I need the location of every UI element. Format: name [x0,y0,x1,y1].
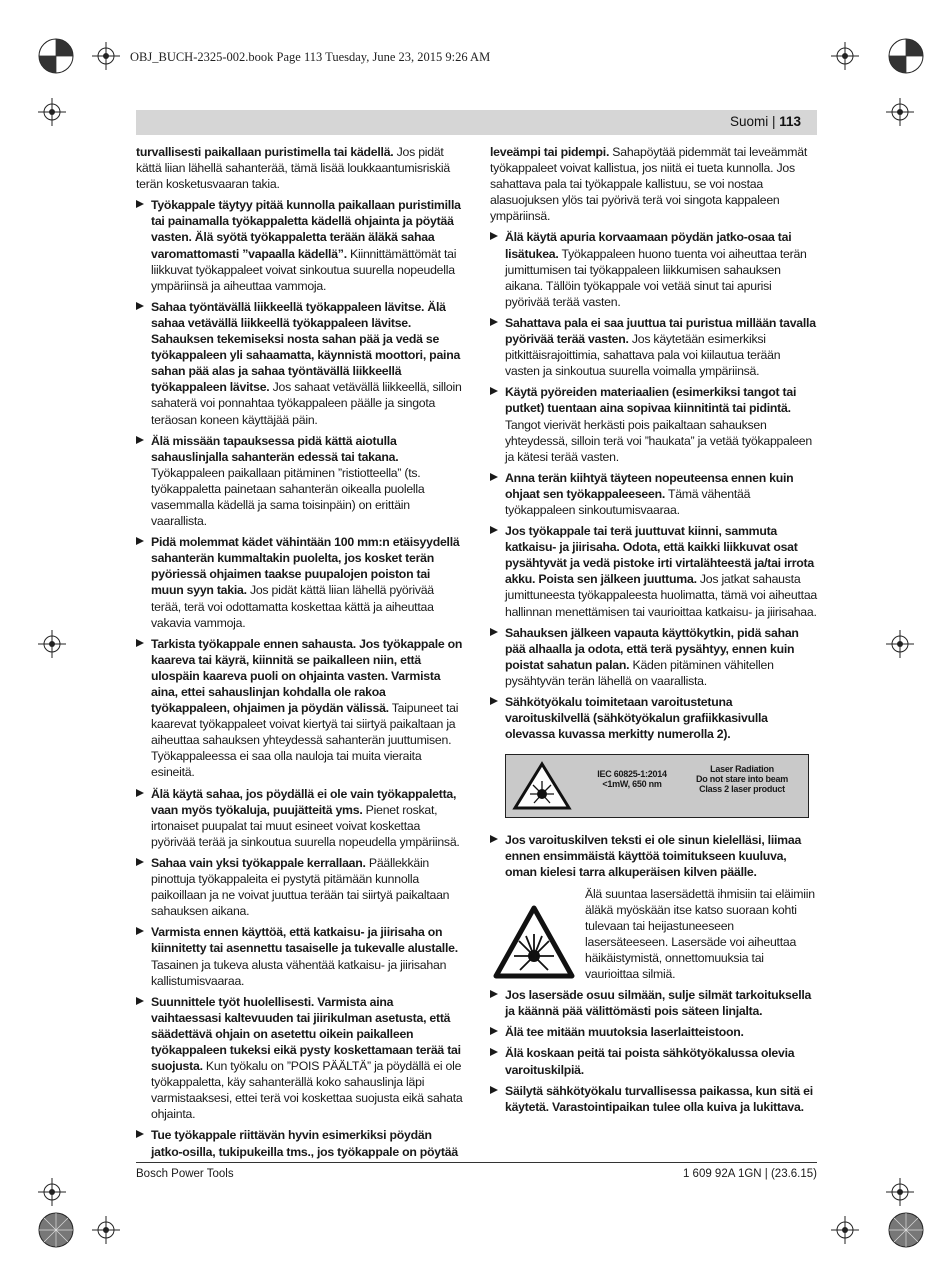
crosshair-mark-icon [38,630,66,658]
instruction-bold: Suunnittele työt huolellisesti. Varmista aina vaihtaessasi kaltevuuden tai jiirikulman asetusta, että säädettävä ohjain on asetettu oikein paikalleen työkappaleen tukeksi eikä pysty koskettamaan terää tai suojusta. [151,994,461,1074]
instruction-item [490,987,817,1019]
instruction-bold: leveämpi tai pidempi. [490,145,610,159]
instruction-bold: Älä käytä apuria korvaamaan pöydän jatko-osaa tai lisätukea. [505,230,792,261]
footer-brand: Bosch Power Tools [136,1168,234,1180]
laser-warning-block [490,886,817,983]
bullet-triangle-icon [136,537,144,545]
instruction-item [136,144,463,192]
do-not-stare-text: Do not stare into beam [695,774,788,785]
crosshair-mark-icon [92,1216,120,1244]
instruction-item [136,197,463,294]
instruction-bold: Jos lasersäde osuu silmään, sulje silmät tarkoituksella ja käännä pää välittömästi pois säteen linjalta. [505,988,812,1019]
instruction-item [490,229,817,309]
instruction-text: Tangot vierivät herkästi pois paikaltaan sahauksen yhteydessä, silloin terä voi ”haukata” ja vetää työkappaleen ja kätesi terää vasten. [505,417,812,464]
instruction-item [490,1083,817,1115]
instruction-item [136,994,463,1123]
bullet-triangle-icon [490,318,498,326]
instruction-text: Käden pitäminen vähitellen pysähtyvän terän lähellä on vaarallista. [505,657,774,688]
instruction-text: Jos jatkat sahausta jumittuneesta työkappaleesta huolimatta, tämä voi aiheuttaa hallinnan menettämisen tai vaurioittaa katkaisu- ja jiirisahaa. [505,572,818,619]
instruction-text: Tämä vähentää työkappaleen sinkoutumisvaaraa. [505,486,751,517]
bullet-triangle-icon [136,927,144,935]
bullet-triangle-icon [136,436,144,444]
instruction-bold: Säilytä sähkötyökalu turvallisessa paikassa, kun sitä ei käytetä. Varastointipaikan tulee olla kuiva ja lukittava. [505,1083,813,1114]
registration-mark-icon [36,36,76,76]
instruction-item [136,924,463,988]
instruction-item [136,855,463,919]
instruction-text: Työkappaleen paikallaan pitäminen ”ristiotteella” (ts. työkappaletta painetaan sahanterän oikealla puolella vasemmalla kädellä ja sama toisinpäin) on erittäin vaarallista. [151,465,425,529]
bullet-triangle-icon [136,200,144,208]
instruction-bold: turvallisesti paikallaan puristimella tai kädellä. [136,145,394,159]
bullet-triangle-icon [490,628,498,636]
bullet-triangle-icon [490,990,498,998]
instruction-bold: Sahattava pala ei saa juuttua tai puristua millään tavalla pyörivää terää vasten. [505,315,816,347]
instruction-item [490,1024,817,1040]
instruction-bold: Käytä pyöreiden materiaalien (esimerkiksi tangot tai putket) tuentaan aina sopivaa kiinnitintä tai pidintä. [505,385,797,416]
instruction-item [136,636,463,781]
instruction-bold: Anna terän kiihtyä täyteen nopeuteensa ennen kuin ohjaat sen työkappaleeseen. [505,470,794,501]
crosshair-mark-icon [38,98,66,126]
instruction-item [136,433,463,530]
instruction-bold: Tarkista työkappale ennen sahausta. Jos työkappale on kaareva tai käyrä, kiinnitä se paikalleen niin, että ulospäin kaareva puoli on ohjainta vasten. Varmista aina, ettei sahauslinjan kohdalla ole rakoa työkappaleen, ohjaimen ja pöydän välissä. [151,636,463,716]
instruction-text: Pienet roskat, irtonaiset puupalat tai muut esineet voivat koskettaa pyörivää terää ja sinkoutua suurella nopeudella ympäriinsä. [151,802,460,849]
bullet-triangle-icon [490,1048,498,1056]
instruction-bold: Älä missään tapauksessa pidä kättä aiotulla sahauslinjalla sahanterän edessä tai takana. [151,433,399,464]
instruction-text: Jos pidät kättä liian lähellä pyörivää terää, terä voi odottamatta koskettaa kättä ja aiheuttaa vakavia vammoja. [151,583,434,630]
crosshair-mark-icon [831,1216,859,1244]
instruction-bold: Jos työkappale tai terä juuttuvat kiinni, sammuta katkaisu- ja jiirisaha. Odota, että kaikki liikkuvat osat pysähtyvät ja vedä pistoke irti virtalähteestä ja/tai irrota akku. Poista sen jälkeen juuttuma. [505,524,814,587]
bullet-triangle-icon [490,835,498,843]
page-number: 113 [779,114,801,129]
instruction-item [490,144,817,224]
instruction-item [490,625,817,689]
instruction-bold: Sähkötyökalu toimitetaan varoitustetuna varoituskilvellä (sähkötyökalun grafiikkasivulla olevassa kuvassa merkitty numerolla 2). [505,695,768,742]
crosshair-mark-icon [831,42,859,70]
instruction-bold: Älä koskaan peitä tai poista sähkötyökalussa olevia varoituskilpiä. [505,1046,795,1077]
instruction-bold: Älä tee mitään muutoksia laserlaitteistoon. [505,1025,744,1040]
laser-warning-icon [492,904,576,980]
instruction-text: Kun työkalu on ”POIS PÄÄLTÄ” ja pöydällä ei ole työkappaletta, käy sahanterällä koko sahauslinja läpi varmistaaksesi, ettei terä voi koskettaa suojusta eikä sahata ohjainta. [151,1059,463,1122]
laser-warning-text: Lasersäde voi aiheuttaa häikäistymistä, onnettomuuksia tai vaurioittaa silmiä. [585,934,797,982]
laser-hazard-icon [512,761,572,811]
instruction-item [490,470,817,518]
instruction-text: Jos käytetään esimerkiksi pitkittäisrajoittimia, sahattava pala voi kiilautua terään vasten ja sinkoutua suurella voimalla ympäriinsä. [505,332,781,379]
instruction-item [136,1127,463,1159]
bullet-triangle-icon [490,232,498,240]
laser-radiation-text: Laser Radiation [710,764,774,775]
bullet-triangle-icon [136,997,144,1005]
instruction-text: Jos sahaat vetävällä liikkeellä, silloin sahaterä voi ponnahtaa työkappaleen päälle ja singota teräosan koneen käyttäjää päin. [151,380,462,427]
instruction-bold: Varmista ennen käyttöä, että katkaisu- ja jiirisaha on kiinnitetty tai asennettu tasaiselle ja tukevalle alustalle. [151,925,458,956]
instruction-bold: Sahaa vain yksi työkappale kerrallaan. [151,855,366,870]
bullet-triangle-icon [490,387,498,395]
instruction-bold: Työkappale täytyy pitää kunnolla paikallaan puristimilla tai painamalla työkappaletta kädellä ohjainta ja pöytää vasten. Älä syötä työkappaletta terään äläkä sahaa varomattomasti ”vapaalla kädellä”. [151,198,461,261]
section-title: Suomi [729,114,769,129]
instruction-item [490,1045,817,1077]
instruction-text: Sahapöytää pidemmät tai leveämmät työkappaleet voivat kallistua, jos niitä ei tueta kunnolla. Jos sahattava pala tai työkappale kallistuu, se voi nostaa alasuojuksen ylös tai pyörivä terä voi singota kappaleen ympäriinsä. [490,145,808,224]
bullet-triangle-icon [136,639,144,647]
iec-standard: IEC 60825-1:2014 [597,769,667,780]
footer-rule [136,1162,817,1163]
bullet-triangle-icon [490,1027,498,1035]
instruction-item [490,315,817,379]
instruction-bold: Jos varoituskilven teksti ei ole sinun kielelläsi, liimaa ennen ensimmäistä käyttöä toimitukseen kuuluva, oman kielesi tarra alkuperäisen kilven päälle. [505,833,802,880]
right-column [490,144,817,1120]
crosshair-mark-icon [886,1178,914,1206]
crosshair-mark-icon [92,42,120,70]
laser-power: <1mW, 650 nm [602,779,662,790]
instruction-text: Tasainen ja tukeva alusta vähentää katkaisu- ja jiirisahan kallistumisvaaraa. [151,957,447,988]
instruction-bold: Sahauksen jälkeen vapauta käyttökytkin, pidä sahan pää alhaalla ja odota, että terä pysähtyy, ennen kuin poistat sahatun palan. [505,625,799,672]
registration-mark-icon [36,1210,76,1250]
left-column [136,144,463,1165]
instruction-text: Jos pidät kättä liian lähellä sahanterää, tämä lisää loukkaantumisriskiä terän kosketusvaaran takia. [136,145,450,192]
bullet-triangle-icon [490,697,498,705]
crosshair-mark-icon [38,1178,66,1206]
bullet-triangle-icon [136,858,144,866]
footer-doc-number: 1 609 92A 1GN | (23.6.15) [682,1168,817,1180]
instruction-bold: Pidä molemmat kädet vähintään 100 mm:n etäisyydellä sahanterän kummaltakin puolelta, jos kosket terän pyöriessä ohjaimen taakse puupalojen poiston tai muun syyn takia. [151,535,460,598]
bullet-triangle-icon [490,526,498,534]
print-slug: OBJ_BUCH-2325-002.book Page 113 Tuesday, June 23, 2015 9:26 AM [130,50,491,64]
bullet-triangle-icon [490,1086,498,1094]
instruction-item [136,786,463,850]
bullet-triangle-icon [136,302,144,310]
laser-warning-label [505,754,809,818]
instruction-text: Kiinnittämättömät tai liikkuvat työkappaleet voivat sinkoutua suurella nopeudella ympäriinsä ja aiheuttaa vammoja. [151,246,457,293]
laser-class-text: Class 2 laser product [699,784,785,795]
instruction-text: Työkappaleen huono tuenta voi aiheuttaa terän jumittumisen tai työkappaleen liikkumisen sahauksen aikana. Tällöin työkappale voi vetää sinut tai apurisi pyörivää terää vasten. [505,246,807,309]
bullet-triangle-icon [136,789,144,797]
instruction-bold: Sahaa työntävällä liikkeellä työkappaleen lävitse. Älä sahaa vetävällä liikkeellä työkappaleen lävitse. Sahauksen tekemiseksi nosta sahan pää ja vedä se työkappaleen yli sahaamatta, käynnistä moottori, paina sahan pää alas ja sahaa työntävällä liikkeellä työkappaleen lävitse. [151,299,461,395]
instruction-text: Päällekkäin pinottuja työkappaleita ei pystytä pitämään kunnolla paikoillaan ja ne voivat juuttua terään tai siirtyä paikaltaan sahauksen aikana. [151,855,450,919]
registration-mark-icon [886,1210,926,1250]
instruction-item [136,534,463,631]
page-header [136,110,817,135]
bullet-triangle-icon [490,473,498,481]
instruction-bold: Tue työkappale riittävän hyvin esimerkiksi pöydän jatko-osilla, tukipukeilla tms., jos työkappale on pöytää [151,1128,458,1159]
instruction-item [136,299,463,428]
instruction-item [490,523,817,620]
instruction-bold: Älä käytä sahaa, jos pöydällä ei ole vain työkappaletta, vaan myös työkaluja, puujätteitä yms. [151,786,457,817]
crosshair-mark-icon [886,98,914,126]
instruction-item [490,694,817,742]
crosshair-mark-icon [886,630,914,658]
instruction-item [490,384,817,464]
instruction-item [490,832,817,880]
bullet-triangle-icon [136,1130,144,1138]
header-separator: | [768,114,780,129]
registration-mark-icon [886,36,926,76]
instruction-text: Taipuneet tai kaarevat työkappaleet voivat kiertyä tai siirtyä paikaltaan ja aiheuttaa sahauksen yhteydessä sahanterän juuttumisen. Työkappaleessa ei saa olla nauloja tai muita vieraita esineitä. [151,701,459,780]
laser-warning-bold: Älä suuntaa lasersädettä ihmisiin tai eläimiin äläkä myöskään itse katso suoraan kohti tulevaan tai heijastuneeseen lasersäteeseen. [585,886,815,949]
